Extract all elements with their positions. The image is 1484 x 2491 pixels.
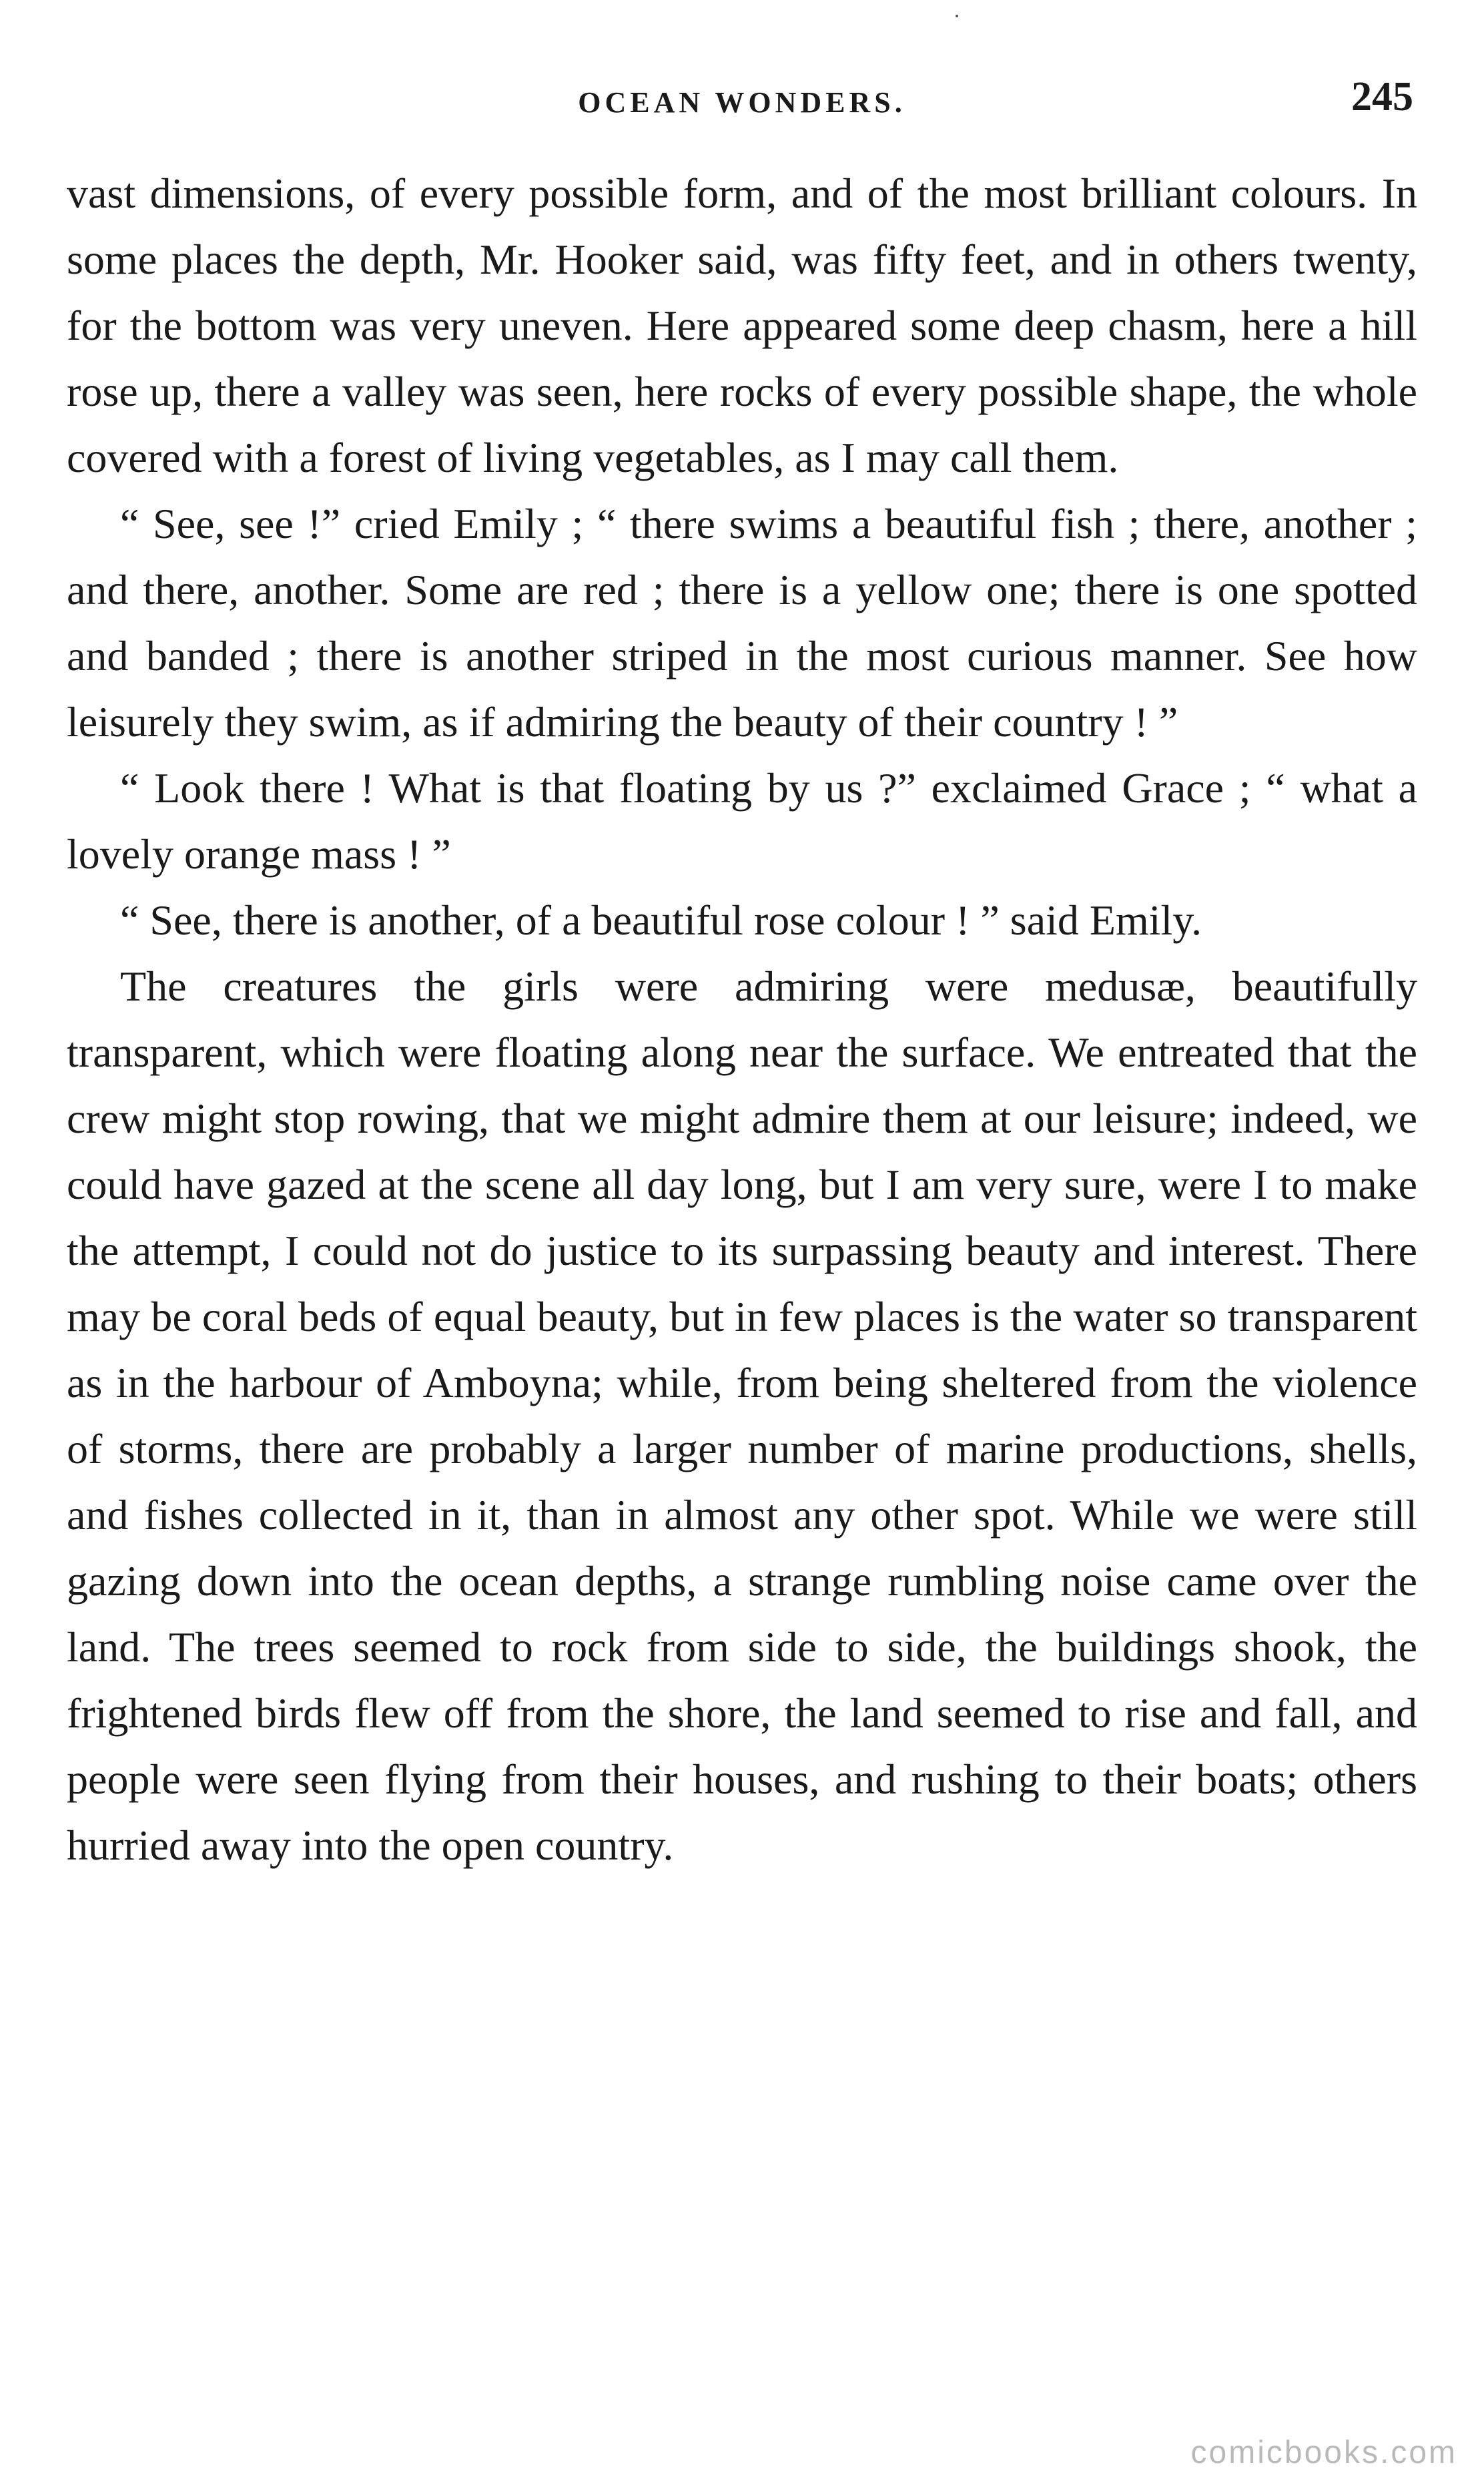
paragraph-grace: “ Look there ! What is that floating by us ?” exclaimed Grace ; “ what a lovely orange mass ! ”: [67, 764, 1417, 878]
paragraph-emily-fish: “ See, see !” cried Emily ; “ there swims a beautiful fish ; there, another ; and there, another. Some are red ; there is a yellow one; there is one spotted and banded ; there is another striped in the most curious manner. See how leisurely they swim, as if admiring the beauty of their country ! ”: [67, 500, 1417, 746]
page-number: 245: [1351, 74, 1413, 119]
page-header: [67, 73, 1417, 133]
running-title: OCEAN WONDERS.: [578, 86, 906, 119]
body-text: [67, 160, 1417, 1878]
watermark: comicbooks.com: [1190, 2435, 1457, 2470]
ink-speck: [956, 15, 958, 17]
paragraph-emily-rose: “ See, there is another, of a beautiful rose colour ! ” said Emily.: [120, 896, 1202, 944]
paragraph-medusae: The creatures the girls were admiring were medusæ, beautifully transparent, which were floating along near the surface. We entreated that the crew might stop rowing, that we might admire them at our leisure; indeed, we could have gazed at the scene all day long, but I am very sure, were I to make the attempt, I could not do justice to its surpassing beauty and interest. There may be coral beds of equal beauty, but in few places is the water so transparent as in the harbour of Amboyna; while, from being sheltered from the violence of storms, there are probably a larger number of marine productions, shells, and fishes collected in it, than in almost any other spot. While we were still gazing down into the ocean depths, a strange rumbling noise came over the land. The trees seemed to rock from side to side, the buildings shook, the frightened birds flew off from the shore, the land seemed to rise and fall, and people were seen flying from their houses, and rushing to their boats; others hurried away into the open country.: [67, 962, 1417, 1869]
paragraph-continuation: vast dimensions, of every possible form, and of the most brilliant colours. In some places the depth, Mr. Hooker said, was fifty feet, and in others twenty, for the bottom was very uneven. Here appeared some deep chasm, here a hill rose up, there a valley was seen, here rocks of every possible shape, the whole covered with a forest of living vegetables, as I may call them.: [67, 170, 1417, 481]
